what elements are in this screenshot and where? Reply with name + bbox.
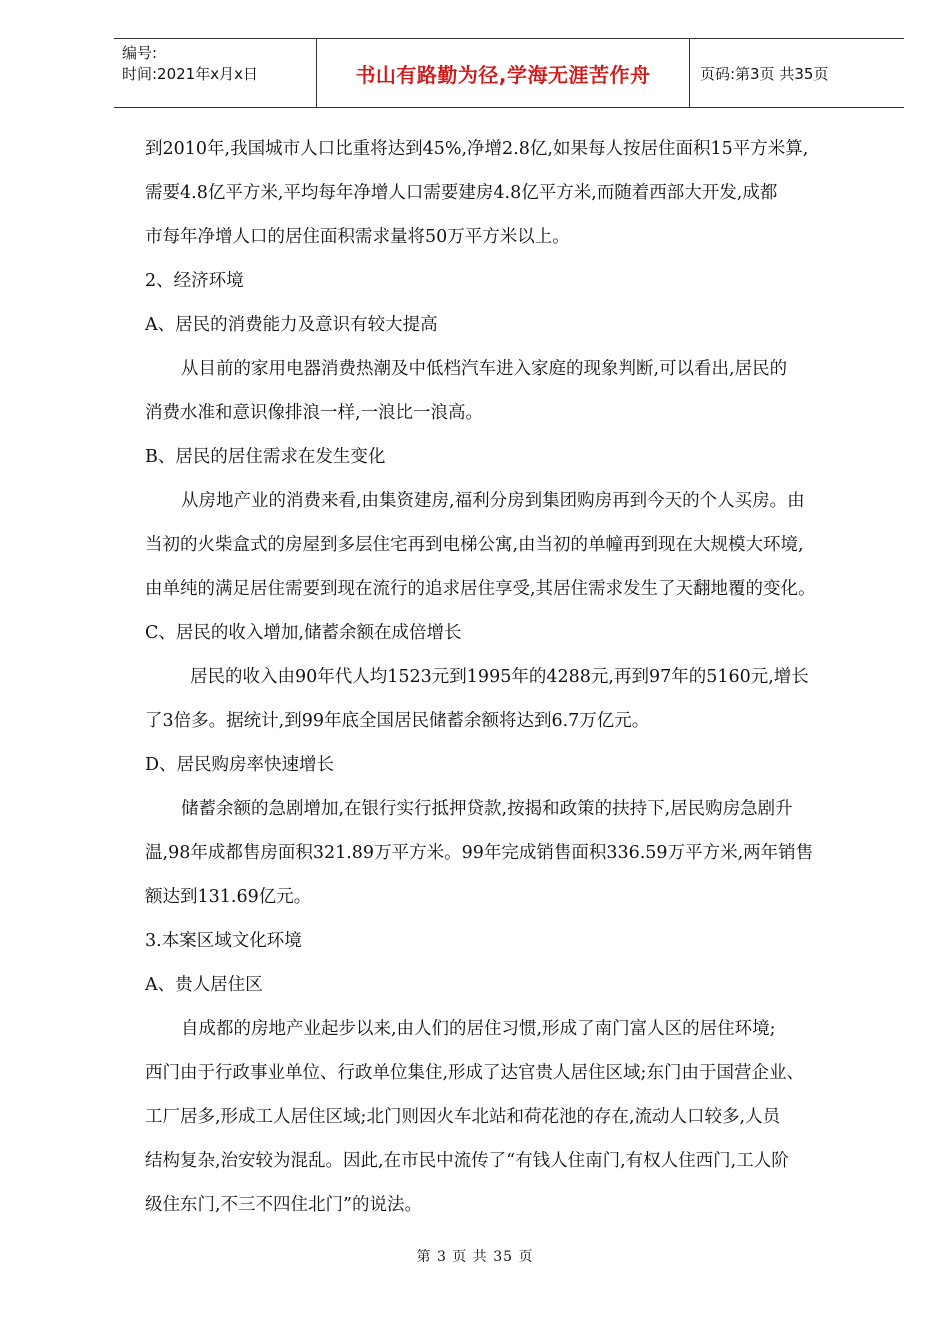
document-time-label: 时间:2021年x月x日 — [122, 65, 258, 83]
subsection-heading: C、居民的收入增加,储蓄余额在成倍增长 — [145, 623, 462, 643]
body-line: 额达到131.69亿元。 — [145, 887, 312, 907]
subsection-heading: A、贵人居住区 — [145, 975, 263, 995]
body-line: 了3倍多。据统计,到99年底全国居民储蓄余额将达到6.7万亿元。 — [145, 711, 650, 731]
body-line: 从房地产业的消费来看,由集资建房,福利分房到集团购房再到今天的个人买房。由 — [181, 491, 805, 511]
body-line: 工厂居多,形成工人居住区域;北门则因火车北站和荷花池的存在,流动人口较多,人员 — [145, 1107, 781, 1127]
body-line: 储蓄余额的急剧增加,在银行实行抵押贷款,按揭和政策的扶持下,居民购房急剧升 — [181, 799, 793, 819]
body-line: 消费水准和意识像排浪一样,一浪比一浪高。 — [145, 403, 484, 423]
document-number-label: 编号: — [122, 44, 158, 62]
body-line: 西门由于行政事业单位、行政单位集住,形成了达官贵人居住区域;东门由于国营企业、 — [145, 1063, 804, 1083]
body-line: 需要4.8亿平方米,平均每年净增人口需要建房4.8亿平方米,而随着西部大开发,成都 — [145, 183, 778, 203]
document-body — [145, 127, 887, 1227]
header-page-info: 页码:第3页 共35页 — [700, 64, 829, 83]
page-footer: 第 3 页 共 35 页 — [416, 1249, 534, 1265]
body-line: 级住东门,不三不四住北门”的说法。 — [145, 1195, 423, 1215]
header-meta — [114, 39, 317, 107]
body-line: 市每年净增人口的居住面积需求量将50万平方米以上。 — [145, 227, 570, 247]
header-motto: 书山有路勤为径,学海无涯苦作舟 — [317, 39, 690, 107]
body-line: 温,98年成都售房面积321.89万平方米。99年完成销售面积336.59万平方米,两年销售 — [145, 843, 814, 863]
body-line: 当初的火柴盒式的房屋到多层住宅再到电梯公寓,由当初的单幢再到现在大规模大环境, — [145, 535, 804, 555]
body-line: 自成都的房地产业起步以来,由人们的居住习惯,形成了南门富人区的居住环境; — [181, 1019, 776, 1039]
subsection-heading: D、居民购房率快速增长 — [145, 755, 335, 775]
subsection-heading: A、居民的消费能力及意识有较大提高 — [145, 315, 438, 335]
page-header — [114, 38, 904, 108]
body-line: 结构复杂,治安较为混乱。因此,在市民中流传了“有钱人住南门,有权人住西门,工人阶 — [145, 1151, 789, 1171]
body-line: 由单纯的满足居住需要到现在流行的追求居住享受,其居住需求发生了天翻地覆的变化。 — [145, 579, 816, 599]
body-line: 到2010年,我国城市人口比重将达到45%,净增2.8亿,如果每人按居住面积15平方米算, — [145, 139, 809, 159]
subsection-heading: B、居民的居住需求在发生变化 — [145, 447, 386, 467]
section-heading: 2、经济环境 — [145, 271, 244, 291]
body-line: 从目前的家用电器消费热潮及中低档汽车进入家庭的现象判断,可以看出,居民的 — [181, 359, 788, 379]
section-heading: 3.本案区域文化环境 — [145, 931, 302, 951]
body-line: 居民的收入由90年代人均1523元到1995年的4288元,再到97年的5160元,增长 — [190, 667, 809, 687]
